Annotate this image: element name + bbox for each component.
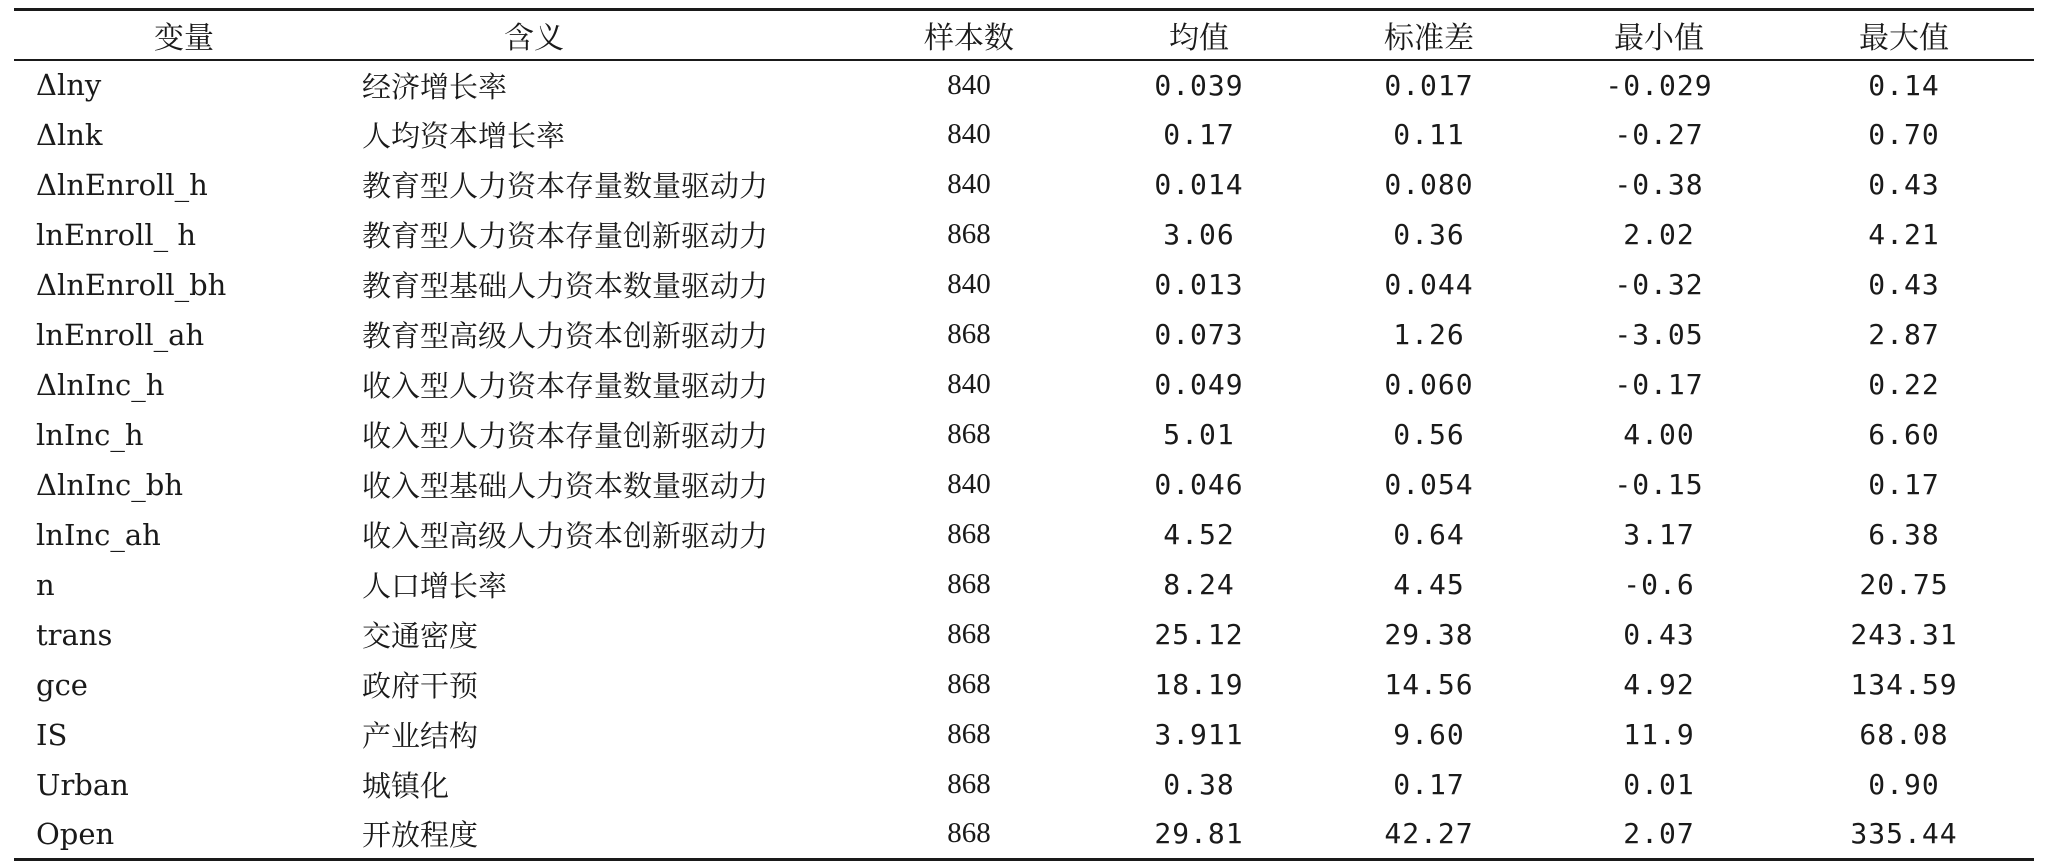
header-row <box>14 10 2034 60</box>
table-row <box>14 310 2034 360</box>
mean-cell: 8.24 <box>1163 568 1235 601</box>
meaning-cell: 政府干预 <box>362 669 479 703</box>
sample-size-cell: 868 <box>947 568 991 600</box>
sample-size-cell: 868 <box>947 618 991 650</box>
max-cell: 2.87 <box>1868 318 1940 351</box>
min-cell: -3.05 <box>1614 318 1704 351</box>
table-row <box>14 510 2034 560</box>
table-row <box>14 710 2034 760</box>
max-cell: 0.90 <box>1868 768 1940 801</box>
std-dev-cell: 0.36 <box>1393 218 1465 251</box>
mean-cell: 0.38 <box>1163 768 1235 801</box>
max-cell: 0.43 <box>1868 168 1940 201</box>
table-row <box>14 110 2034 160</box>
variable-cell: Δlnk <box>36 117 103 152</box>
min-cell: 2.07 <box>1544 810 1774 860</box>
variable-cell: lnEnroll_ h <box>36 217 197 252</box>
mean-cell: 25.12 <box>1154 618 1244 651</box>
variable-cell: Open <box>14 810 354 860</box>
sample-size-cell: 868 <box>947 318 991 350</box>
table-row <box>14 410 2034 460</box>
sample-size-cell: 868 <box>947 518 991 550</box>
mean-cell: 0.046 <box>1154 468 1244 501</box>
descriptive-statistics-table <box>14 8 2034 861</box>
header-std-dev: 标准差 <box>1314 10 1544 60</box>
mean-cell: 0.013 <box>1154 268 1244 301</box>
header-mean: 均值 <box>1084 10 1314 60</box>
sample-size-cell: 840 <box>947 118 991 150</box>
std-dev-cell: 0.054 <box>1384 468 1474 501</box>
std-dev-cell: 14.56 <box>1384 668 1474 701</box>
max-cell: 0.70 <box>1868 118 1940 151</box>
variable-cell: lnEnroll_ah <box>36 317 205 352</box>
variable-cell: Urban <box>36 767 129 802</box>
min-cell: -0.029 <box>1605 68 1713 102</box>
std-dev-cell: 0.17 <box>1393 768 1465 801</box>
mean-cell: 3.911 <box>1154 718 1244 751</box>
max-cell: 20.75 <box>1859 568 1949 601</box>
table-row <box>14 760 2034 810</box>
min-cell: -0.15 <box>1614 468 1704 501</box>
header-meaning: 含义 <box>354 10 854 60</box>
std-dev-cell: 0.017 <box>1384 68 1474 102</box>
header-min: 最小值 <box>1544 10 1774 60</box>
header-max: 最大值 <box>1774 10 2034 60</box>
std-dev-cell: 29.38 <box>1384 618 1474 651</box>
sample-size-cell: 840 <box>947 368 991 400</box>
sample-size-cell: 868 <box>947 718 991 750</box>
variable-cell: IS <box>36 717 68 752</box>
std-dev-cell: 42.27 <box>1314 810 1544 860</box>
table-row <box>14 560 2034 610</box>
max-cell: 0.14 <box>1868 68 1940 102</box>
table-row <box>14 610 2034 660</box>
min-cell: -0.17 <box>1614 368 1704 401</box>
max-cell: 6.60 <box>1868 418 1940 451</box>
table-row <box>14 60 2034 110</box>
sample-size-cell: 840 <box>947 68 991 101</box>
mean-cell: 0.073 <box>1154 318 1244 351</box>
std-dev-cell: 0.060 <box>1384 368 1474 401</box>
max-cell: 134.59 <box>1850 668 1958 701</box>
std-dev-cell: 0.044 <box>1384 268 1474 301</box>
max-cell: 0.43 <box>1868 268 1940 301</box>
min-cell: 11.9 <box>1623 718 1695 751</box>
meaning-cell: 教育型人力资本存量创新驱动力 <box>362 219 769 253</box>
variable-cell: n <box>36 567 55 602</box>
variable-cell: trans <box>36 617 113 652</box>
variable-cell: lnInc_ah <box>36 517 161 552</box>
table-row <box>14 260 2034 310</box>
min-cell: 0.01 <box>1623 768 1695 801</box>
header-sample-size: 样本数 <box>854 10 1084 60</box>
table-row <box>14 210 2034 260</box>
sample-size-cell: 868 <box>947 218 991 250</box>
table-row <box>14 660 2034 710</box>
std-dev-cell: 0.080 <box>1384 168 1474 201</box>
variable-cell: ΔlnEnroll_bh <box>36 267 227 302</box>
mean-cell: 4.52 <box>1163 518 1235 551</box>
table-row <box>14 460 2034 510</box>
meaning-cell: 人均资本增长率 <box>362 119 566 153</box>
sample-size-cell: 840 <box>947 468 991 500</box>
max-cell: 335.44 <box>1774 810 2034 860</box>
min-cell: 3.17 <box>1623 518 1695 551</box>
std-dev-cell: 0.11 <box>1393 118 1465 151</box>
meaning-cell: 产业结构 <box>362 719 479 753</box>
meaning-cell: 开放程度 <box>354 810 854 860</box>
meaning-cell: 收入型人力资本存量创新驱动力 <box>362 419 769 453</box>
meaning-cell: 收入型人力资本存量数量驱动力 <box>362 369 769 403</box>
std-dev-cell: 0.64 <box>1393 518 1465 551</box>
mean-cell: 29.81 <box>1084 810 1314 860</box>
sample-size-cell: 868 <box>947 768 991 800</box>
mean-cell: 18.19 <box>1154 668 1244 701</box>
mean-cell: 5.01 <box>1163 418 1235 451</box>
header-variable: 变量 <box>14 10 354 60</box>
max-cell: 6.38 <box>1868 518 1940 551</box>
meaning-cell: 收入型高级人力资本创新驱动力 <box>362 519 769 553</box>
meaning-cell: 经济增长率 <box>362 69 508 104</box>
min-cell: 0.43 <box>1623 618 1695 651</box>
min-cell: -0.32 <box>1614 268 1704 301</box>
table-row <box>14 360 2034 410</box>
mean-cell: 0.039 <box>1154 68 1244 102</box>
mean-cell: 0.014 <box>1154 168 1244 201</box>
meaning-cell: 教育型高级人力资本创新驱动力 <box>362 319 769 353</box>
variable-cell: ΔlnInc_bh <box>36 467 184 502</box>
max-cell: 243.31 <box>1850 618 1958 651</box>
variable-cell: ΔlnInc_h <box>36 367 165 402</box>
variable-cell: ΔlnEnroll_h <box>36 167 208 202</box>
meaning-cell: 交通密度 <box>362 619 479 653</box>
min-cell: 4.00 <box>1623 418 1695 451</box>
sample-size-cell: 840 <box>947 168 991 200</box>
min-cell: 4.92 <box>1623 668 1695 701</box>
min-cell: -0.38 <box>1614 168 1704 201</box>
max-cell: 0.22 <box>1868 368 1940 401</box>
std-dev-cell: 4.45 <box>1393 568 1465 601</box>
meaning-cell: 人口增长率 <box>362 569 508 603</box>
std-dev-cell: 1.26 <box>1393 318 1465 351</box>
mean-cell: 3.06 <box>1163 218 1235 251</box>
table-header <box>14 10 2034 60</box>
min-cell: -0.27 <box>1614 118 1704 151</box>
sample-size-cell: 868 <box>947 418 991 450</box>
meaning-cell: 教育型基础人力资本数量驱动力 <box>362 269 769 303</box>
mean-cell: 0.049 <box>1154 368 1244 401</box>
meaning-cell: 教育型人力资本存量数量驱动力 <box>362 169 769 203</box>
max-cell: 0.17 <box>1868 468 1940 501</box>
table-row <box>14 160 2034 210</box>
table-row <box>14 810 2034 860</box>
variable-cell: gce <box>36 667 88 702</box>
min-cell: 2.02 <box>1623 218 1695 251</box>
max-cell: 68.08 <box>1859 718 1949 751</box>
sample-size-cell: 868 <box>854 810 1084 860</box>
sample-size-cell: 840 <box>947 268 991 300</box>
max-cell: 4.21 <box>1868 218 1940 251</box>
variable-cell: lnInc_h <box>36 417 144 452</box>
std-dev-cell: 9.60 <box>1393 718 1465 751</box>
mean-cell: 0.17 <box>1163 118 1235 151</box>
variable-cell: Δlny <box>36 68 102 102</box>
meaning-cell: 城镇化 <box>362 769 450 803</box>
table-body <box>14 60 2034 860</box>
min-cell: -0.6 <box>1623 568 1695 601</box>
std-dev-cell: 0.56 <box>1393 418 1465 451</box>
meaning-cell: 收入型基础人力资本数量驱动力 <box>362 469 769 503</box>
sample-size-cell: 868 <box>947 668 991 700</box>
